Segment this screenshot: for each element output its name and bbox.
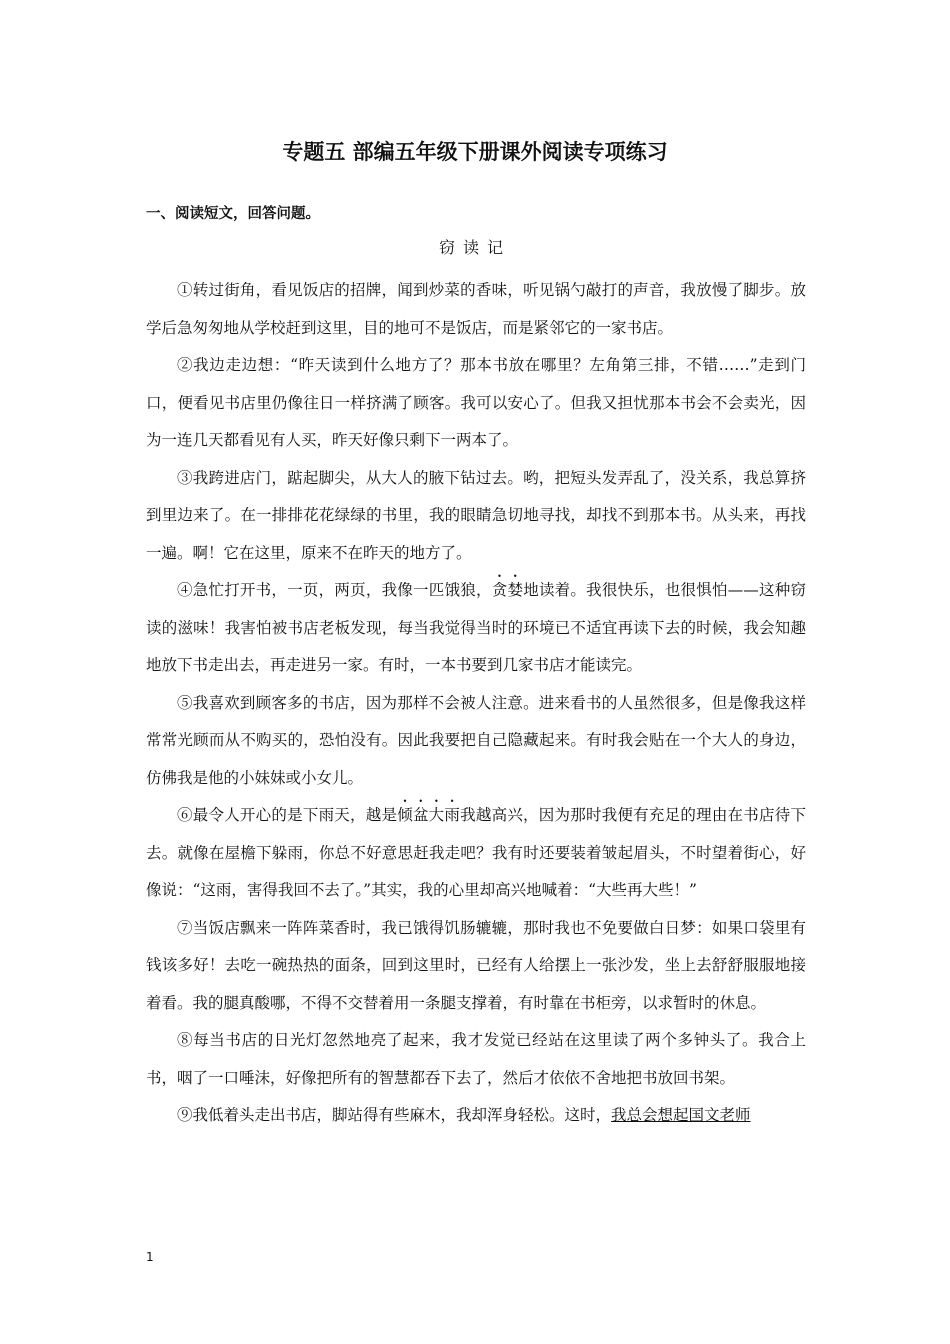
paragraph-6: ⑥最令人开心的是下雨天，越是倾盆大雨我越高兴，因为那时我便有充足的理由在书店待下去。就像在屋檐下躲雨，你总不好意思赶我走吧？我有时还要装着皱起眉头，不时望着街心，好像说：“这雨，害得我回不去了。”其实，我的心里却高兴地喊着：“大些再大些！” [146,806,806,899]
section-heading: 一、阅读短文，回答问题。 [146,206,320,222]
paragraph-2: ②我边走边想：“昨天读到什么地方了？那本书放在哪里？左角第三排，不错……”走到门口，便看见书店里仍像往日一样挤满了顾客。我可以安心了。但我又担忧那本书会不会卖光，因为一连几天都看见有人买，昨天好像只剩下一两本了。 [146,356,806,449]
paragraph-8: ⑧每当书店的日光灯忽然地亮了起来，我才发觉已经站在这里读了两个多钟头了。我合上书，咽了一口唾沫，好像把所有的智慧都吞下去了，然后才依依不舍地把书放回书架。 [146,1031,806,1087]
page-title: 专题五 部编五年级下册课外阅读专项练习 [282,140,668,164]
page-number: 1 [146,1250,154,1264]
article-body [146,272,806,1135]
emphasized-word: 贪婪 [491,581,524,599]
emphasized-word: 倾盆大雨 [397,806,461,824]
article-title: 窃读记 [438,238,511,257]
paragraph-9: ⑨我低着头走出书店，脚站得有些麻木，我却浑身轻松。这时，我总会想起国文老师 [177,1106,751,1124]
paragraph-3: ③我跨进店门，踮起脚尖，从大人的腋下钻过去。哟，把短头发弄乱了，没关系，我总算挤到里边来了。在一排排花花绿绿的书里，我的眼睛急切地寻找，却找不到那本书。从头来，再找一遍。啊！它在这里，原来不在昨天的地方了。 [146,468,806,562]
paragraph-7: ⑦当饭店飘来一阵阵菜香时，我已饿得饥肠辘辘，那时我也不免要做白日梦：如果口袋里有钱该多好！去吃一碗热热的面条，回到这里时，已经有人给摆上一张沙发，坐上去舒舒服服地接着看。我的腿真酸哪，不得不交替着用一条腿支撑着，有时靠在书柜旁，以求暂时的休息。 [146,918,806,1012]
underlined-sentence: 我总会想起国文老师 [611,1106,751,1124]
paragraph-4: ④急忙打开书，一页，两页，我像一匹饿狼，贪婪地读着。我很快乐，也很惧怕——这种窃读的滋味！我害怕被书店老板发现，每当我觉得当时的环境已不适宜再读下去的时候，我会知趣地放下书走出去，再走进另一家。有时，一本书要到几家书店才能读完。 [146,581,806,674]
paragraph-1: ①转过街角，看见饭店的招牌，闻到炒菜的香味，听见锅勺敲打的声音，我放慢了脚步。放学后急匆匆地从学校赶到这里，目的地可不是饭店，而是紧邻它的一家书店。 [146,281,806,337]
paragraph-5: ⑤我喜欢到顾客多的书店，因为那样不会被人注意。进来看书的人虽然很多，但是像我这样常常光顾而从不购买的，恐怕没有。因此我要把自己隐藏起来。有时我会贴在一个大人的身边，仿佛我是他的小妹妹或小女儿。 [146,693,806,787]
